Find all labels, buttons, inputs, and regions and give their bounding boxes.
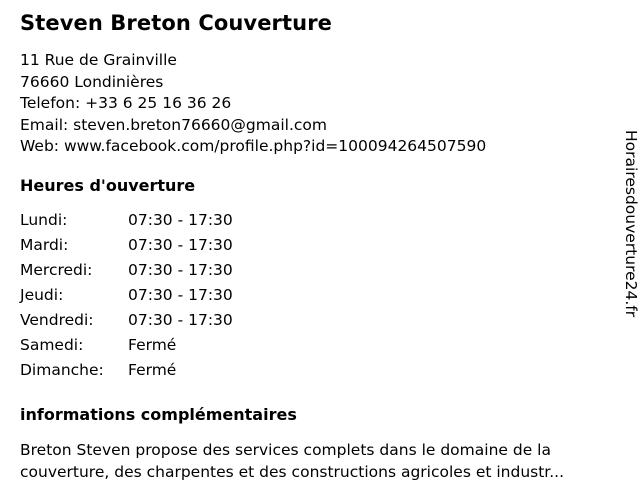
table-row [20,335,233,360]
content-column [20,10,605,483]
hours-day: Jeudi: [20,285,64,304]
web-line: Web: www.facebook.com/profile.php?id=100094264507590 [20,137,487,155]
hours-day: Mardi: [20,235,69,254]
hours-time: 07:30 - 17:30 [128,310,233,329]
hours-day: Vendredi: [20,310,94,329]
hours-day: Samedi: [20,335,84,354]
opening-hours-heading: Heures d'ouverture [20,175,196,195]
hours-day: Mercredi: [20,260,93,279]
email-line: Email: steven.breton76660@gmail.com [20,115,327,134]
contact-block [20,50,605,158]
opening-hours-table [20,210,233,385]
additional-info-text: Breton Steven propose des services complets dans le domaine de la couverture, des charpentes et des constructions agricoles et industr... [20,440,565,481]
table-row [20,210,233,235]
hours-time: 07:30 - 17:30 [128,260,233,279]
hours-time: Fermé [128,335,177,354]
phone-line: Telefon: +33 6 25 16 36 26 [20,94,232,112]
hours-time: 07:30 - 17:30 [128,235,233,254]
hours-time: Fermé [128,360,177,379]
hours-day: Dimanche: [20,360,104,379]
additional-info-heading: informations complémentaires [20,404,297,424]
hours-time: 07:30 - 17:30 [128,285,233,304]
site-watermark: Horairesdouverture24.fr [622,130,640,318]
table-row [20,360,233,385]
hours-day: Lundi: [20,210,68,229]
table-row [20,310,233,335]
table-row [20,235,233,260]
address-city: 76660 Londinières [20,72,164,91]
table-row [20,285,233,310]
table-row [20,260,233,285]
hours-time: 07:30 - 17:30 [128,210,233,229]
page-title: Steven Breton Couverture [20,11,332,35]
address-street: 11 Rue de Grainville [20,51,177,69]
